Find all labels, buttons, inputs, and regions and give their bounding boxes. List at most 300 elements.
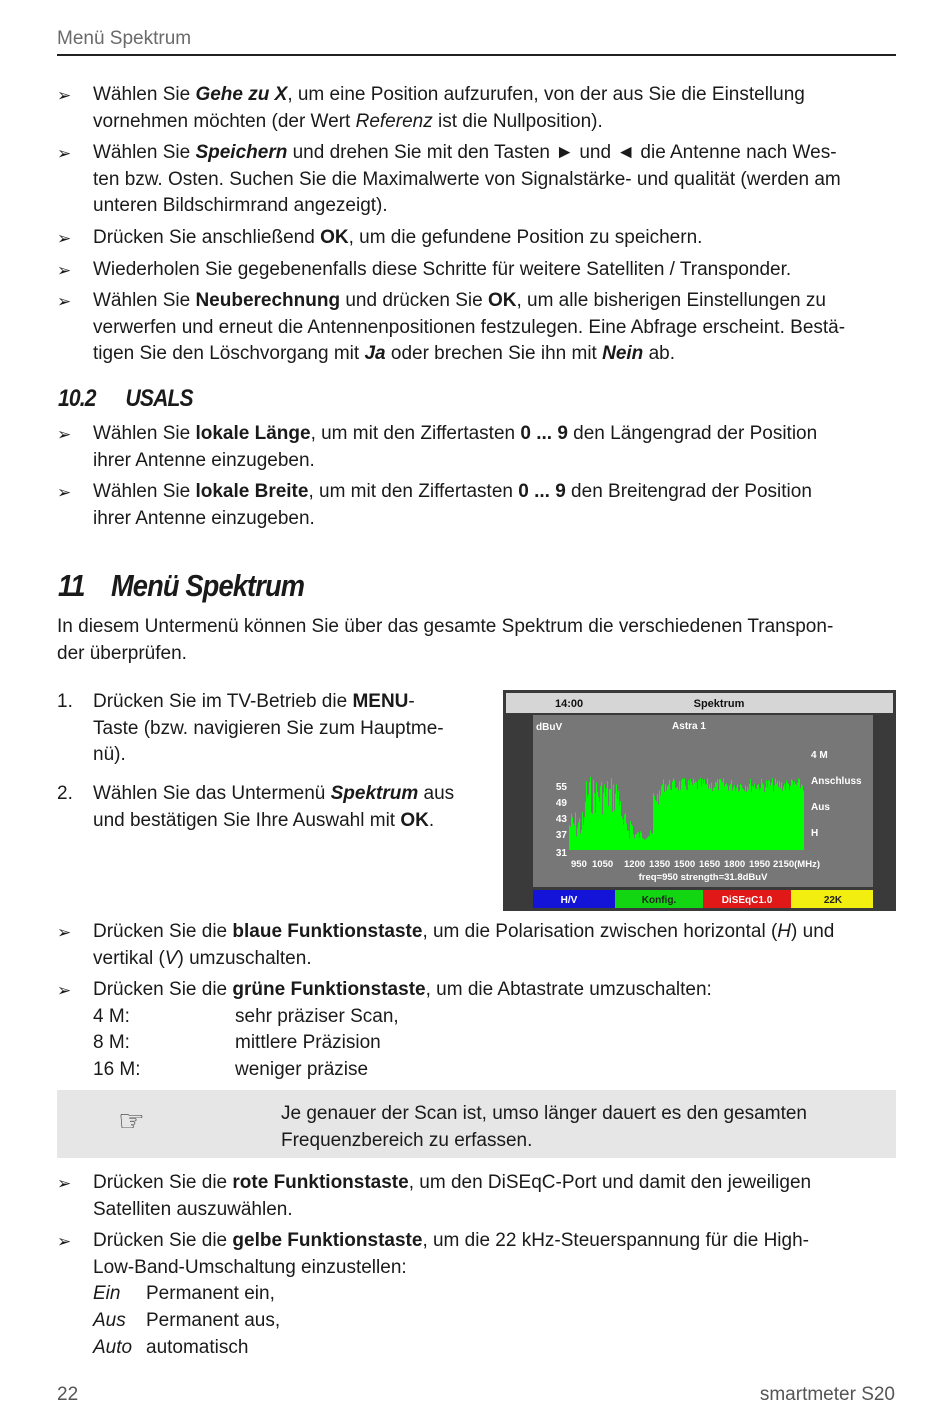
spectrum-column <box>778 787 779 850</box>
spectrum-column <box>733 787 734 850</box>
mode-desc: Permanent ein, <box>146 1283 275 1304</box>
spectrum-column <box>706 784 707 850</box>
spectrum-column <box>651 833 652 850</box>
spectrum-column <box>726 783 727 850</box>
spectrum-column <box>793 785 794 850</box>
spectrum-column <box>711 783 712 850</box>
spectrum-column <box>575 812 576 850</box>
spectrum-column <box>756 789 757 850</box>
bullet-text: Drücken Sie die rote Funktionstaste, um den DiSEqC-Port und damit den jeweiligen Satelliten auszuwählen. <box>93 1172 812 1220</box>
spectrum-column <box>611 778 612 850</box>
spectrum-column <box>658 804 659 850</box>
spectrum-column <box>764 792 765 850</box>
spectrum-column <box>625 813 626 850</box>
spectrum-column <box>724 786 725 850</box>
spectrum-column <box>601 782 602 850</box>
spectrum-column <box>796 785 797 850</box>
spectrum-column <box>569 825 570 850</box>
spectrum-column <box>803 791 804 850</box>
spectrum-column <box>669 780 670 850</box>
spectrum-column <box>616 784 617 850</box>
spectrum-column <box>792 780 793 850</box>
spectrum-column <box>738 792 739 850</box>
spectrum-column <box>705 785 706 850</box>
spectrum-column <box>760 788 761 850</box>
spectrum-column <box>624 815 625 850</box>
spectrum-column <box>630 821 631 850</box>
spectrum-column <box>679 781 680 850</box>
step-text: Wählen Sie das Untermenü Spektrum aus und bestätigen Sie Ihre Auswahl mit OK. <box>93 783 455 831</box>
spectrum-column <box>662 784 663 850</box>
spectrum-column <box>638 832 639 850</box>
unit-label: dBuV <box>536 722 563 733</box>
spectrum-column <box>741 785 742 850</box>
spectrum-column <box>600 786 601 850</box>
spectrum-column <box>642 838 643 850</box>
spectrum-column <box>607 781 608 850</box>
bullet-marker: ➢ <box>57 86 72 105</box>
spectrum-column <box>698 780 699 850</box>
spectrum-column <box>681 780 682 850</box>
bullet-text: Drücken Sie anschließend OK, um die gefundene Position zu speichern. <box>93 227 703 248</box>
spectrum-column <box>677 787 678 850</box>
spectrum-column <box>725 784 726 850</box>
spectrum-column <box>577 828 578 850</box>
spectrum-column <box>599 802 600 850</box>
mode-desc: automatisch <box>146 1337 249 1358</box>
spectrum-column <box>660 795 661 850</box>
spectrum-column <box>753 787 754 850</box>
spectrum-column <box>710 788 711 850</box>
spectrum-column <box>696 782 697 850</box>
spectrum-column <box>785 790 786 850</box>
spectrum-column <box>663 779 664 850</box>
spectrum-column <box>739 790 740 850</box>
x-tick: 1950 <box>749 859 771 870</box>
side-label-port: Anschluss <box>811 776 862 787</box>
spectrum-column <box>682 779 683 850</box>
screen-time: 14:00 <box>555 698 584 710</box>
readout: freq=950 strength=31.8dBuV <box>638 872 768 883</box>
x-tick: 1350 <box>649 859 671 870</box>
spectrum-column <box>629 839 630 850</box>
spectrum-column <box>578 822 579 850</box>
spectrum-column <box>588 794 589 850</box>
mode-key: Aus <box>93 1310 126 1331</box>
spectrum-column <box>795 784 796 850</box>
spectrum-column <box>571 813 572 850</box>
spectrum-column <box>628 830 629 850</box>
spectrum-column <box>770 785 771 850</box>
x-tick: 1200 <box>624 859 646 870</box>
spectrum-column <box>771 782 772 850</box>
spectrum-column <box>777 781 778 850</box>
bullet-marker: ➢ <box>57 229 72 248</box>
spectrum-column <box>680 790 681 850</box>
spectrum-column <box>691 782 692 850</box>
spectrum-column <box>612 812 613 850</box>
spectrum-column <box>737 784 738 850</box>
intro-paragraph: In diesem Untermenü können Sie über das gesamte Spektrum die verschiedenen Transpon- der überprüfen. <box>57 616 834 664</box>
running-header: Menü Spektrum <box>57 28 192 49</box>
spectrum-column <box>708 789 709 850</box>
spectrum-column <box>647 837 648 850</box>
spectrum-column <box>618 791 619 850</box>
spectrum-column <box>596 783 597 850</box>
spectrum-column <box>731 780 732 850</box>
spectrum-column <box>683 779 684 850</box>
spectrum-column <box>763 785 764 850</box>
spectrum-column <box>712 791 713 850</box>
spectrum-column <box>745 786 746 850</box>
spectrum-column <box>734 785 735 850</box>
spectrum-column <box>688 780 689 850</box>
spectrum-column <box>635 835 636 850</box>
bullet-marker: ➢ <box>57 425 72 444</box>
bullet-text: Wiederholen Sie gegebenenfalls diese Schritte für weitere Satelliten / Transponder. <box>93 259 792 280</box>
spectrum-column <box>735 791 736 850</box>
spectrum-column <box>594 793 595 850</box>
spectrum-column <box>643 839 644 850</box>
spectrum-column <box>791 779 792 850</box>
spectrum-column <box>652 834 653 850</box>
22k-button-label: 22K <box>823 895 843 906</box>
spectrum-column <box>728 791 729 850</box>
spectrum-column <box>736 787 737 850</box>
spectrum-screenshot <box>503 690 896 911</box>
spectrum-column <box>772 778 773 850</box>
spectrum-column <box>668 785 669 850</box>
spectrum-column <box>727 786 728 850</box>
pointing-hand-icon: ☞ <box>118 1105 145 1138</box>
spectrum-column <box>610 789 611 850</box>
spectrum-column <box>634 838 635 850</box>
spectrum-column <box>626 824 627 850</box>
step-number: 2. <box>57 783 73 804</box>
spectrum-column <box>603 793 604 850</box>
spectrum-column <box>636 834 637 850</box>
side-label-pol: H <box>811 828 819 839</box>
spectrum-column <box>783 786 784 850</box>
spectrum-column <box>774 785 775 850</box>
bullet-marker: ➢ <box>57 261 72 280</box>
y-tick: 55 <box>555 782 567 793</box>
spectrum-column <box>794 782 795 850</box>
spectrum-column <box>671 791 672 850</box>
spectrum-column <box>584 817 585 850</box>
spectrum-column <box>670 789 671 850</box>
spectrum-column <box>572 817 573 850</box>
spectrum-column <box>666 790 667 850</box>
spectrum-column <box>586 781 587 850</box>
spectrum-column <box>644 840 645 850</box>
spectrum-column <box>784 784 785 850</box>
spectrum-column <box>589 782 590 850</box>
spectrum-column <box>641 833 642 850</box>
spectrum-column <box>615 794 616 850</box>
spectrum-column <box>789 791 790 850</box>
spectrum-column <box>768 780 769 850</box>
spectrum-column <box>718 790 719 850</box>
scan-rate-desc: sehr präziser Scan, <box>235 1006 399 1027</box>
spectrum-column <box>593 780 594 850</box>
bullet-text: Wählen Sie lokale Breite, um mit den Ziffertasten 0 ... 9 den Breitengrad der Position ihrer Antenne einzugeben. <box>93 481 812 529</box>
spectrum-column <box>751 792 752 850</box>
spectrum-column <box>639 837 640 850</box>
spectrum-column <box>674 780 675 850</box>
x-tick: 1050 <box>592 859 614 870</box>
spectrum-column <box>769 781 770 850</box>
y-tick: 31 <box>555 848 567 859</box>
spectrum-column <box>788 784 789 850</box>
spectrum-column <box>602 814 603 850</box>
scan-rate-desc: mittlere Präzision <box>235 1032 381 1053</box>
spectrum-column <box>595 813 596 850</box>
spectrum-column <box>750 779 751 850</box>
spectrum-column <box>655 800 656 850</box>
spectrum-column <box>787 783 788 850</box>
spectrum-column <box>716 783 717 850</box>
spectrum-column <box>579 819 580 850</box>
spectrum-column <box>743 789 744 850</box>
spectrum-column <box>800 788 801 850</box>
side-label-22k: Aus <box>811 802 830 813</box>
spectrum-column <box>653 793 654 850</box>
chapter-heading: 11 Menü Spektrum <box>58 568 305 603</box>
scan-rate-key: 8 M: <box>93 1032 130 1053</box>
spectrum-column <box>709 784 710 850</box>
spectrum-column <box>747 787 748 850</box>
spectrum-column <box>687 790 688 850</box>
spectrum-column <box>703 784 704 850</box>
header-rule <box>57 54 896 56</box>
spectrum-column <box>623 825 624 850</box>
spectrum-column <box>719 779 720 850</box>
spectrum-column <box>692 785 693 850</box>
mode-desc: Permanent aus, <box>146 1310 281 1331</box>
spectrum-column <box>699 780 700 850</box>
spectrum-column <box>614 810 615 850</box>
spectrum-column <box>581 830 582 850</box>
spectrum-column <box>761 779 762 850</box>
spectrum-column <box>676 788 677 850</box>
spectrum-column <box>673 778 674 850</box>
bullet-marker: ➢ <box>57 923 72 942</box>
bullet-text: Drücken Sie die grüne Funktionstaste, um die Abtastrate umzuschalten: <box>93 979 712 1000</box>
spectrum-column <box>721 781 722 850</box>
spectrum-column <box>689 785 690 850</box>
bullet-marker: ➢ <box>57 144 72 163</box>
spectrum-column <box>608 806 609 850</box>
spectrum-column <box>749 784 750 850</box>
y-tick: 43 <box>555 814 567 825</box>
scan-rate-desc: weniger präzise <box>235 1059 369 1080</box>
note-text: Je genauer der Scan ist, umso länger dauert es den gesamten Frequenzbereich zu erfassen. <box>281 1103 807 1151</box>
satellite-label: Astra 1 <box>672 721 706 732</box>
screen-title: Spektrum <box>693 698 745 710</box>
x-tick: 1500 <box>674 859 696 870</box>
spectrum-column <box>714 787 715 850</box>
spectrum-column <box>659 790 660 850</box>
spectrum-column <box>786 780 787 850</box>
spectrum-column <box>609 789 610 850</box>
spectrum-column <box>573 823 574 850</box>
spectrum-column <box>752 786 753 850</box>
spectrum-column <box>590 777 591 850</box>
spectrum-column <box>697 789 698 850</box>
spectrum-column <box>790 786 791 850</box>
y-tick: 49 <box>555 798 567 809</box>
spectrum-column <box>570 827 571 850</box>
bullet-marker: ➢ <box>57 292 72 311</box>
spectrum-column <box>686 790 687 850</box>
spectrum-column <box>617 799 618 850</box>
spectrum-column <box>715 782 716 850</box>
spectrum-column <box>637 833 638 850</box>
spectrum-column <box>656 801 657 850</box>
spectrum-column <box>704 780 705 850</box>
spectrum-column <box>798 778 799 850</box>
spectrum-column <box>640 831 641 850</box>
bullet-text: Wählen Sie lokale Länge, um mit den Ziffertasten 0 ... 9 den Längengrad der Position ihrer Antenne einzugeben. <box>93 423 818 471</box>
spectrum-column <box>604 784 605 850</box>
spectrum-column <box>633 834 634 850</box>
spectrum-column <box>720 779 721 850</box>
spectrum-column <box>730 784 731 850</box>
hv-button-label: H/V <box>560 895 578 906</box>
spectrum-column <box>654 796 655 850</box>
mode-key: Auto <box>93 1337 133 1358</box>
product-name: smartmeter S20 <box>759 1384 895 1405</box>
spectrum-column <box>631 824 632 850</box>
bullet-marker: ➢ <box>57 1232 72 1251</box>
spectrum-column <box>742 788 743 850</box>
spectrum-column <box>748 790 749 850</box>
spectrum-column <box>762 783 763 850</box>
spectrum-column <box>740 784 741 850</box>
spectrum-column <box>672 782 673 850</box>
spectrum-column <box>775 778 776 850</box>
spectrum-column <box>580 833 581 850</box>
spectrum-column <box>758 784 759 850</box>
spectrum-column <box>685 786 686 850</box>
spectrum-column <box>649 836 650 850</box>
spectrum-column <box>606 788 607 850</box>
spectrum-column <box>582 812 583 850</box>
spectrum-column <box>661 786 662 850</box>
diseqc-button-label: DiSEqC1.0 <box>721 895 773 906</box>
spectrum-column <box>583 825 584 850</box>
step-text: Drücken Sie im TV-Betrieb die MENU- Taste (bzw. navigieren Sie zum Hauptme- nü). <box>93 691 444 765</box>
spectrum-column <box>723 778 724 850</box>
spectrum-column <box>574 825 575 850</box>
spectrum-column <box>675 788 676 850</box>
spectrum-column <box>765 787 766 850</box>
y-tick: 37 <box>555 830 567 841</box>
spectrum-column <box>665 784 666 850</box>
scan-rate-key: 16 M: <box>93 1059 141 1080</box>
step-number: 1. <box>57 691 73 712</box>
spectrum-column <box>722 782 723 850</box>
spectrum-column <box>650 830 651 850</box>
spectrum-column <box>779 781 780 850</box>
spectrum-column <box>799 779 800 850</box>
page-number: 22 <box>57 1384 79 1405</box>
x-tick: 1800 <box>724 859 746 870</box>
spectrum-column <box>801 784 802 850</box>
spectrum-column <box>755 789 756 850</box>
spectrum-column <box>684 778 685 850</box>
spectrum-column <box>713 788 714 850</box>
spectrum-column <box>757 785 758 850</box>
spectrum-column <box>700 778 701 850</box>
spectrum-column <box>781 782 782 850</box>
bullet-marker: ➢ <box>57 1174 72 1193</box>
spectrum-column <box>627 831 628 850</box>
section-heading: 10.2 USALS <box>58 385 193 412</box>
spectrum-column <box>657 794 658 850</box>
spectrum-column <box>717 779 718 850</box>
spectrum-column <box>598 797 599 850</box>
side-label-rate: 4 M <box>811 750 828 761</box>
bullet-marker: ➢ <box>57 483 72 502</box>
scan-rate-key: 4 M: <box>93 1006 130 1027</box>
spectrum-column <box>732 791 733 850</box>
spectrum-column <box>587 797 588 850</box>
spectrum-column <box>780 788 781 850</box>
spectrum-column <box>678 790 679 850</box>
bullet-text: Wählen Sie Speichern und drehen Sie mit den Tasten ► und ◄ die Antenne nach Wes- ten bzw. Osten. Suchen Sie die Maximalwerte von Signalstärke- und qualität (werden am unteren Bildschirmrand angezeigt). <box>93 142 841 216</box>
spectrum-column <box>702 779 703 850</box>
config-button-label: Konfig. <box>641 895 677 906</box>
spectrum-column <box>797 783 798 850</box>
spectrum-column <box>648 836 649 850</box>
spectrum-column <box>664 792 665 850</box>
spectrum-column <box>667 786 668 850</box>
bullet-text: Wählen Sie Neuberechnung und drücken Sie OK, um alle bisherigen Einstellungen zu verwerfen und erneut die Antennenpositionen festzulegen. Eine Abfrage erscheint. Bestä- tigen Sie den Löschvorgang mit Ja oder brechen Sie ihn mit Nein ab. <box>93 290 846 364</box>
spectrum-column <box>802 786 803 850</box>
spectrum-column <box>759 790 760 850</box>
bullet-text: Drücken Sie die gelbe Funktionstaste, um die 22 kHz-Steuerspannung für die High- Low-Band-Umschaltung einzustellen: <box>93 1230 809 1278</box>
spectrum-column <box>693 779 694 850</box>
spectrum-column <box>694 783 695 850</box>
spectrum-column <box>591 813 592 850</box>
spectrum-column <box>592 814 593 850</box>
spectrum-column <box>585 802 586 850</box>
x-tick: 1650 <box>699 859 721 870</box>
x-tick: 950 <box>571 859 587 870</box>
bullet-marker: ➢ <box>57 981 72 1000</box>
spectrum-column <box>767 787 768 850</box>
spectrum-column <box>695 781 696 850</box>
spectrum-column <box>621 816 622 850</box>
spectrum-column <box>707 778 708 850</box>
spectrum-column <box>744 791 745 850</box>
spectrum-column <box>776 783 777 850</box>
spectrum-column <box>622 818 623 850</box>
spectrum-column <box>605 797 606 850</box>
spectrum-column <box>619 805 620 850</box>
mode-key: Ein <box>93 1283 121 1304</box>
spectrum-column <box>613 785 614 850</box>
x-tick: 2150(MHz) <box>773 859 820 870</box>
spectrum-column <box>729 785 730 850</box>
spectrum-column <box>646 839 647 850</box>
spectrum-column <box>782 791 783 850</box>
spectrum-column <box>766 780 767 850</box>
spectrum-column <box>620 801 621 850</box>
bullet-text: Drücken Sie die blaue Funktionstaste, um die Polarisation zwischen horizontal (H) und vertikal (V) umzuschalten. <box>93 921 835 969</box>
